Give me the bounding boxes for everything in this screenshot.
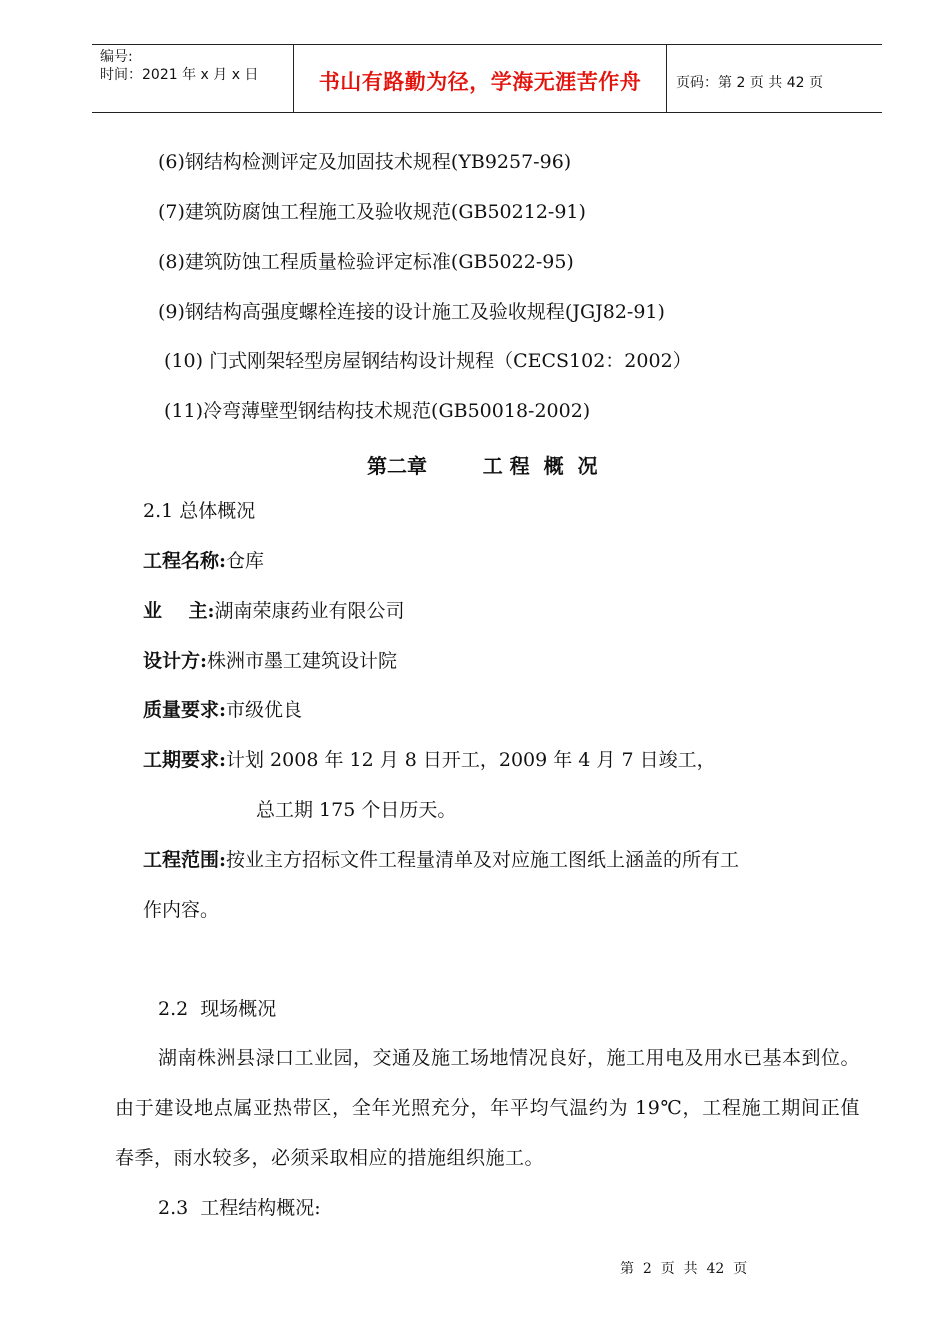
quality-row bbox=[143, 697, 302, 723]
header-code-label: 编号: bbox=[100, 49, 133, 65]
reference-item: (9)钢结构高强度螺栓连接的设计施工及验收规程(JGJ82-91) bbox=[158, 301, 665, 323]
reference-item: (8)建筑防蚀工程质量检验评定标准(GB5022-95) bbox=[158, 251, 574, 273]
quality-value: 市级优良 bbox=[226, 699, 303, 721]
scope-row bbox=[143, 847, 739, 873]
reference-item: (10) 门式刚架轻型房屋钢结构设计规程（CECS102：2002） bbox=[158, 350, 692, 372]
schedule-row bbox=[143, 747, 716, 773]
owner-value: 湖南荣康药业有限公司 bbox=[214, 600, 405, 622]
header-time-label: 时间：2021 年 x 月 x 日 bbox=[100, 67, 259, 83]
scope-label: 工程范围: bbox=[143, 849, 227, 871]
reference-item: (11)冷弯薄壁型钢结构技术规范(GB50018-2002) bbox=[158, 400, 591, 422]
header-page-label: 页码：第 2 页 共 42 页 bbox=[676, 75, 823, 91]
scope-value: 按业主方招标文件工程量清单及对应施工图纸上涵盖的所有工 bbox=[226, 849, 740, 871]
schedule-total: 总工期 175 个日历天。 bbox=[256, 799, 457, 821]
header-divider-right bbox=[666, 44, 667, 112]
schedule-label: 工期要求: bbox=[143, 749, 227, 771]
project-name-label: 工程名称: bbox=[143, 550, 227, 572]
owner-row bbox=[143, 598, 405, 624]
reference-item: (7)建筑防腐蚀工程施工及验收规范(GB50212-91) bbox=[158, 201, 586, 223]
owner-label: 业 主: bbox=[143, 600, 215, 622]
header-motto: 书山有路勤为径，学海无涯苦作舟 bbox=[318, 69, 642, 94]
chapter-title: 第二章 工 程 概 况 bbox=[367, 454, 598, 478]
designer-value: 株洲市墨工建筑设计院 bbox=[207, 650, 398, 672]
scope-continued: 作内容。 bbox=[143, 899, 220, 921]
header-divider-left bbox=[293, 44, 294, 112]
schedule-value: 计划 2008 年 12 月 8 日开工，2009 年 4 月 7 日竣工， bbox=[226, 749, 716, 771]
project-name-row bbox=[143, 548, 264, 574]
section-heading-2-1: 2.1 总体概况 bbox=[143, 500, 256, 522]
page-footer: 第 2 页 共 42 页 bbox=[620, 1261, 748, 1277]
header-top-rule bbox=[92, 44, 882, 45]
header-bottom-rule bbox=[92, 112, 882, 113]
section-heading-2-3: 2.3 工程结构概况: bbox=[158, 1197, 321, 1219]
section-heading-2-2: 2.2 现场概况 bbox=[158, 998, 277, 1020]
project-name-value: 仓库 bbox=[226, 550, 265, 572]
quality-label: 质量要求: bbox=[143, 699, 227, 721]
header-meta bbox=[100, 48, 258, 84]
designer-label: 设计方: bbox=[143, 650, 208, 672]
designer-row bbox=[143, 648, 397, 674]
site-paragraph: 湖南株洲县渌口工业园，交通及施工场地情况良好，施工用电及用水已基本到位。由于建设地点属亚热带区，全年光照充分，年平均气温约为 19℃，工程施工期间正值春季，雨水较多，必须采取相应的措施组织施工。 bbox=[115, 1047, 861, 1169]
reference-item: (6)钢结构检测评定及加固技术规程(YB9257-96) bbox=[158, 151, 572, 173]
